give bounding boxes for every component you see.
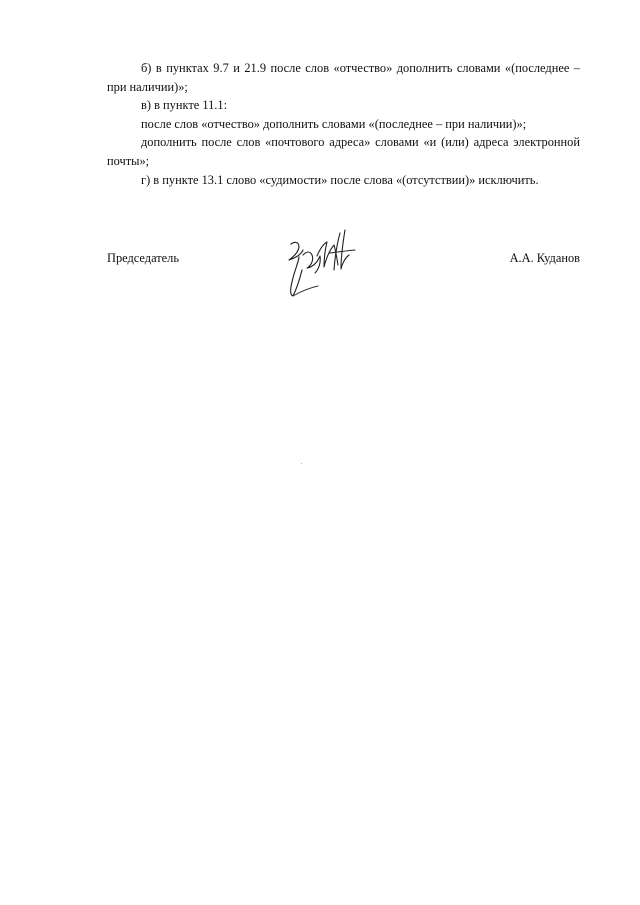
paragraph-item-g: г) в пункте 13.1 слово «судимости» после слова «(отсутствии)» исключить. xyxy=(141,172,539,187)
signatory-name: А.А. Куданов xyxy=(509,251,580,265)
paragraph-email-addition: дополнить после слов «почтового адреса» словами «и (или) адреса электронной почты»; xyxy=(107,135,580,168)
paragraph-patronymic-addition: после слов «отчество» дополнить словами «(последнее – при наличии)»; xyxy=(141,116,527,131)
signatory-title: Председатель xyxy=(107,251,180,265)
paragraph-item-v: в) в пункте 11.1: xyxy=(141,98,228,113)
handwritten-signature xyxy=(282,222,362,304)
document-body xyxy=(107,59,580,189)
paragraph-item-b: б) в пунктах 9.7 и 21.9 после слов «отчество» дополнить словами «(последнее – при наличии)»; xyxy=(107,61,580,94)
faint-scan-mark xyxy=(301,463,302,464)
